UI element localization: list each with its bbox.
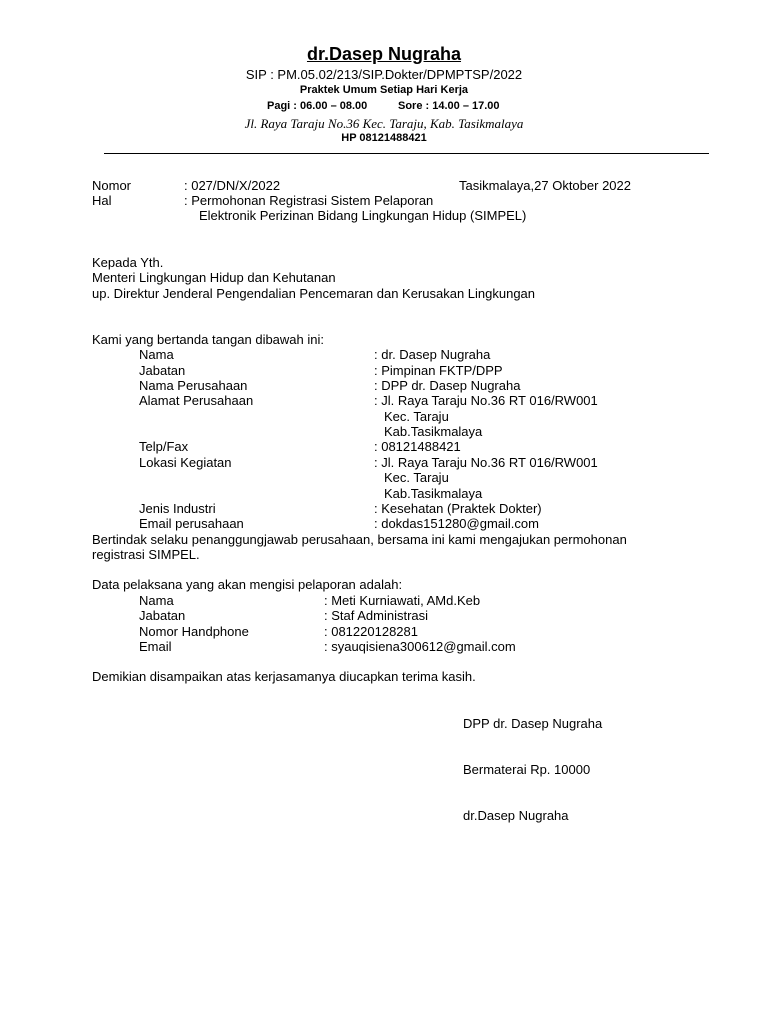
schedule-morning: Pagi : 06.00 – 08.00 (267, 100, 368, 112)
field-label-company-address: Alamat Perusahaan (139, 393, 254, 408)
field-value-location-regency: Kab.Tasikmalaya (384, 486, 483, 501)
executor-value-email: : syauqisiena300612@gmail.com (324, 639, 516, 654)
signature-stamp: Bermaterai Rp. 10000 (463, 762, 591, 777)
executor-label-phone: Nomor Handphone (139, 624, 249, 639)
field-value-company-address-district: Kec. Taraju (384, 409, 449, 424)
field-label-location: Lokasi Kegiatan (139, 455, 232, 470)
closing-text: Demikian disampaikan atas kerjasamanya diucapkan terima kasih. (92, 669, 476, 684)
executor-value-phone: : 081220128281 (324, 624, 418, 639)
executor-label-nama: Nama (139, 593, 174, 608)
field-label-telp: Telp/Fax (139, 439, 189, 454)
field-value-company-email: : dokdas151280@gmail.com (374, 516, 539, 531)
hal-line-2: Elektronik Perizinan Bidang Lingkungan Hidup (SIMPEL) (199, 208, 527, 223)
statement-line-2: registrasi SIMPEL. (92, 547, 200, 562)
executor-label-email: Email (139, 639, 172, 654)
field-label-jabatan: Jabatan (139, 363, 186, 378)
field-value-location: : Jl. Raya Taraju No.36 RT 016/RW001 (374, 455, 598, 470)
field-value-company: : DPP dr. Dasep Nugraha (374, 378, 521, 393)
recipient-director: up. Direktur Jenderal Pengendalian Pencemaran dan Kerusakan Lingkungan (92, 286, 536, 301)
hal-line-1: : Permohonan Registrasi Sistem Pelaporan (184, 193, 434, 208)
executor-value-nama: : Meti Kurniawati, AMd.Keb (324, 593, 481, 608)
signature-org: DPP dr. Dasep Nugraha (463, 716, 603, 731)
practice-address: Jl. Raya Taraju No.36 Kec. Taraju, Kab. Tasikmalaya (244, 116, 524, 131)
recipient-minister: Menteri Lingkungan Hidup dan Kehutanan (92, 270, 336, 285)
hal-label: Hal (92, 193, 112, 208)
practice-hours-title: Praktek Umum Setiap Hari Kerja (299, 84, 469, 96)
field-value-company-address-regency: Kab.Tasikmalaya (384, 424, 483, 439)
phone-number: HP 08121488421 (341, 132, 427, 144)
signature-name: dr.Dasep Nugraha (463, 808, 569, 823)
field-label-industry: Jenis Industri (139, 501, 216, 516)
intro-text: Kami yang bertanda tangan dibawah ini: (92, 332, 324, 347)
field-label-company-email: Email perusahaan (139, 516, 244, 531)
executor-value-jabatan: : Staf Administrasi (324, 608, 429, 623)
license-number: SIP : PM.05.02/213/SIP.Dokter/DPMPTSP/2022 (245, 67, 523, 82)
executor-label-jabatan: Jabatan (139, 608, 186, 623)
field-value-jabatan: : Pimpinan FKTP/DPP (374, 363, 503, 378)
nomor-label: Nomor (92, 178, 132, 193)
doctor-name: dr.Dasep Nugraha (306, 44, 462, 64)
executor-intro: Data pelaksana yang akan mengisi pelaporan adalah: (92, 577, 403, 592)
nomor-value: : 027/DN/X/2022 (184, 178, 281, 193)
field-value-telp: : 08121488421 (374, 439, 461, 454)
recipient-greeting: Kepada Yth. (92, 255, 164, 270)
field-value-location-district: Kec. Taraju (384, 470, 449, 485)
field-value-company-address: : Jl. Raya Taraju No.36 RT 016/RW001 (374, 393, 598, 408)
statement-line-1: Bertindak selaku penanggungjawab perusahaan, bersama ini kami mengajukan permohonan (92, 532, 627, 547)
field-label-nama: Nama (139, 347, 174, 362)
schedule-evening: Sore : 14.00 – 17.00 (398, 100, 500, 112)
field-label-company: Nama Perusahaan (139, 378, 248, 393)
field-value-industry: : Kesehatan (Praktek Dokter) (374, 501, 542, 516)
place-date: Tasikmalaya,27 Oktober 2022 (459, 178, 631, 193)
field-value-nama: : dr. Dasep Nugraha (374, 347, 491, 362)
header-divider (104, 153, 709, 154)
